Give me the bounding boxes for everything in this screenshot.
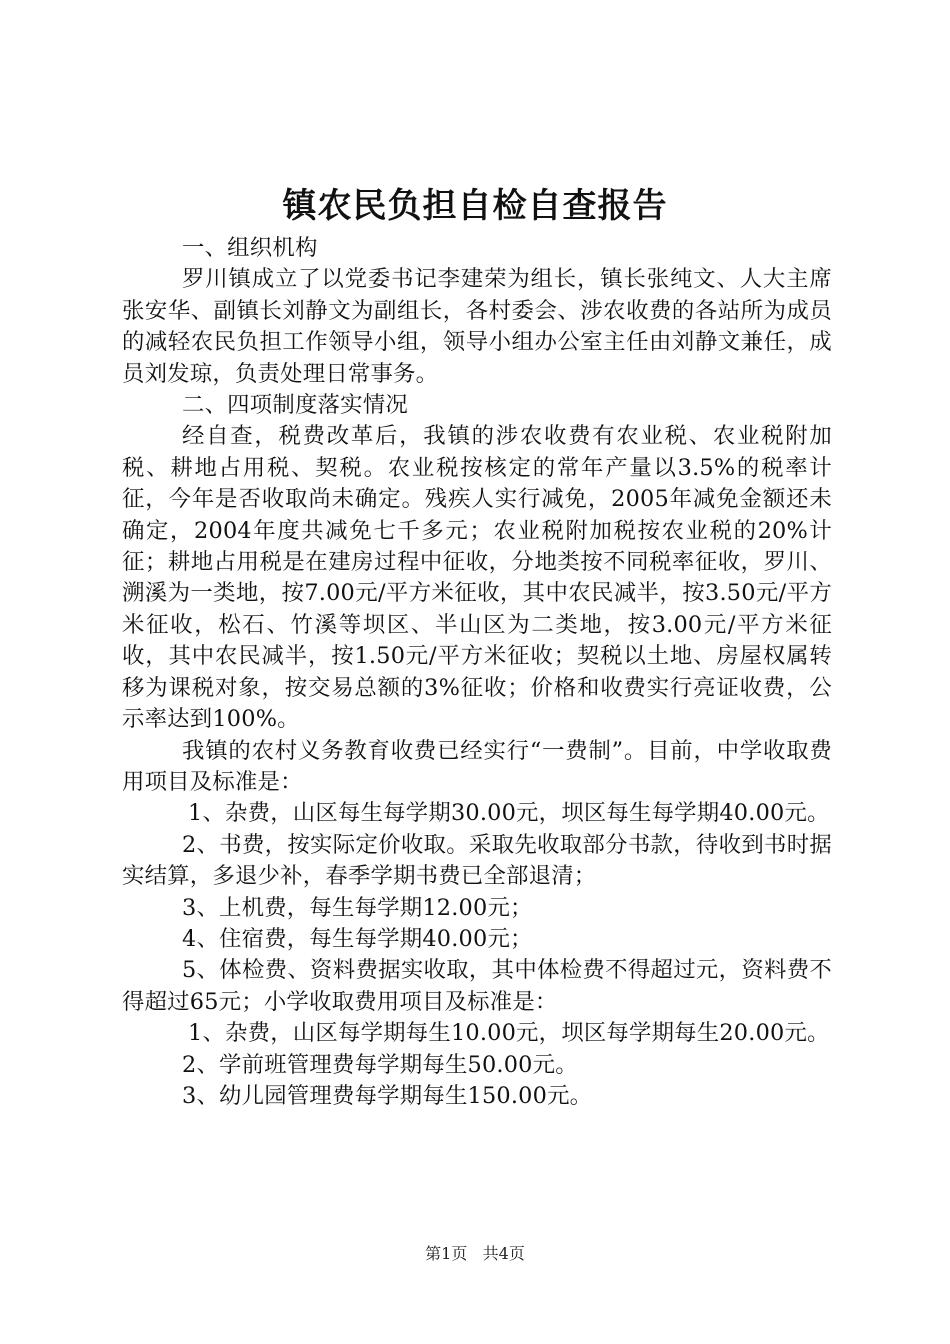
list-item-preschool-fee: 2、学前班管理费每学期每生50.00元。 [182,1051,578,1078]
footer-separator [472,1244,477,1263]
page-footer [0,1243,950,1265]
paragraph-education-fees: 我镇的农村义务教育收费已经实行“一费制”。目前，中学收取费用项目及标准是： [122,737,832,795]
list-item-kindergarten-fee: 3、幼儿园管理费每学期每生150.00元。 [182,1082,593,1109]
page-total: 共4页 [482,1244,525,1263]
list-item-primary-misc-fee: 1、杂费，山区每学期每生10.00元，坝区每学期每生20.00元。 [188,1020,830,1047]
document-title: 镇农民负担自检自查报告 [282,186,668,226]
document-body [122,233,832,1112]
paragraph-organization: 罗川镇成立了以党委书记李建荣为组长，镇长张纯文、人大主席张安华、副镇长刘静文为副组长，各村委会、涉农收费的各站所为成员的减轻农民负担工作领导小组，领导小组办公室主任由刘静文兼任，成员刘发琼，负责处理日常事务。 [122,266,832,387]
list-item-middle-misc-fee: 1、杂费，山区每生每学期30.00元，坝区每生每学期40.00元。 [188,800,830,827]
section-heading-organization: 一、组织机构 [182,235,318,261]
paragraph-tax-review: 经自查，税费改革后，我镇的涉农收费有农业税、农业税附加税、耕地占用税、契税。农业税按核定的常年产量以3.5%的税率计征，今年是否收取尚未确定。残疾人实行减免，2005年减免金额还未确定，2004年度共减免七千多元；农业税附加税按农业税的20%计征；耕地占用税是在建房过程中征收，分地类按不同税率征收，罗川、溯溪为一类地，按7.00元/平方米征收，其中农民减半，按3.50元/平方米征收，松石、竹溪等坝区、半山区为二类地，按3.00元/平方米征收，其中农民减半，按1.50元/平方米征收；契税以土地、房屋权属转移为课税对象，按交易总额的3%征收；价格和收费实行亮证收费，公示率达到100%。 [122,423,832,733]
list-item-middle-exam-material-fee: 5、体检费、资料费据实收取，其中体检费不得超过元，资料费不得超过65元；小学收取费用项目及标准是： [122,957,832,1015]
list-item-middle-lodging-fee: 4、住宿费，每生每学期40.00元； [182,925,533,952]
list-item-middle-computer-fee: 3、上机费，每生每学期12.00元； [182,894,533,921]
list-item-middle-book-fee: 2、书费，按实际定价收取。采取先收取部分书款，待收到书时据实结算，多退少补，春季学期书费已全部退清； [122,831,832,890]
page-number: 第1页 [425,1244,468,1263]
section-heading-four-systems: 二、四项制度落实情况 [182,392,408,419]
